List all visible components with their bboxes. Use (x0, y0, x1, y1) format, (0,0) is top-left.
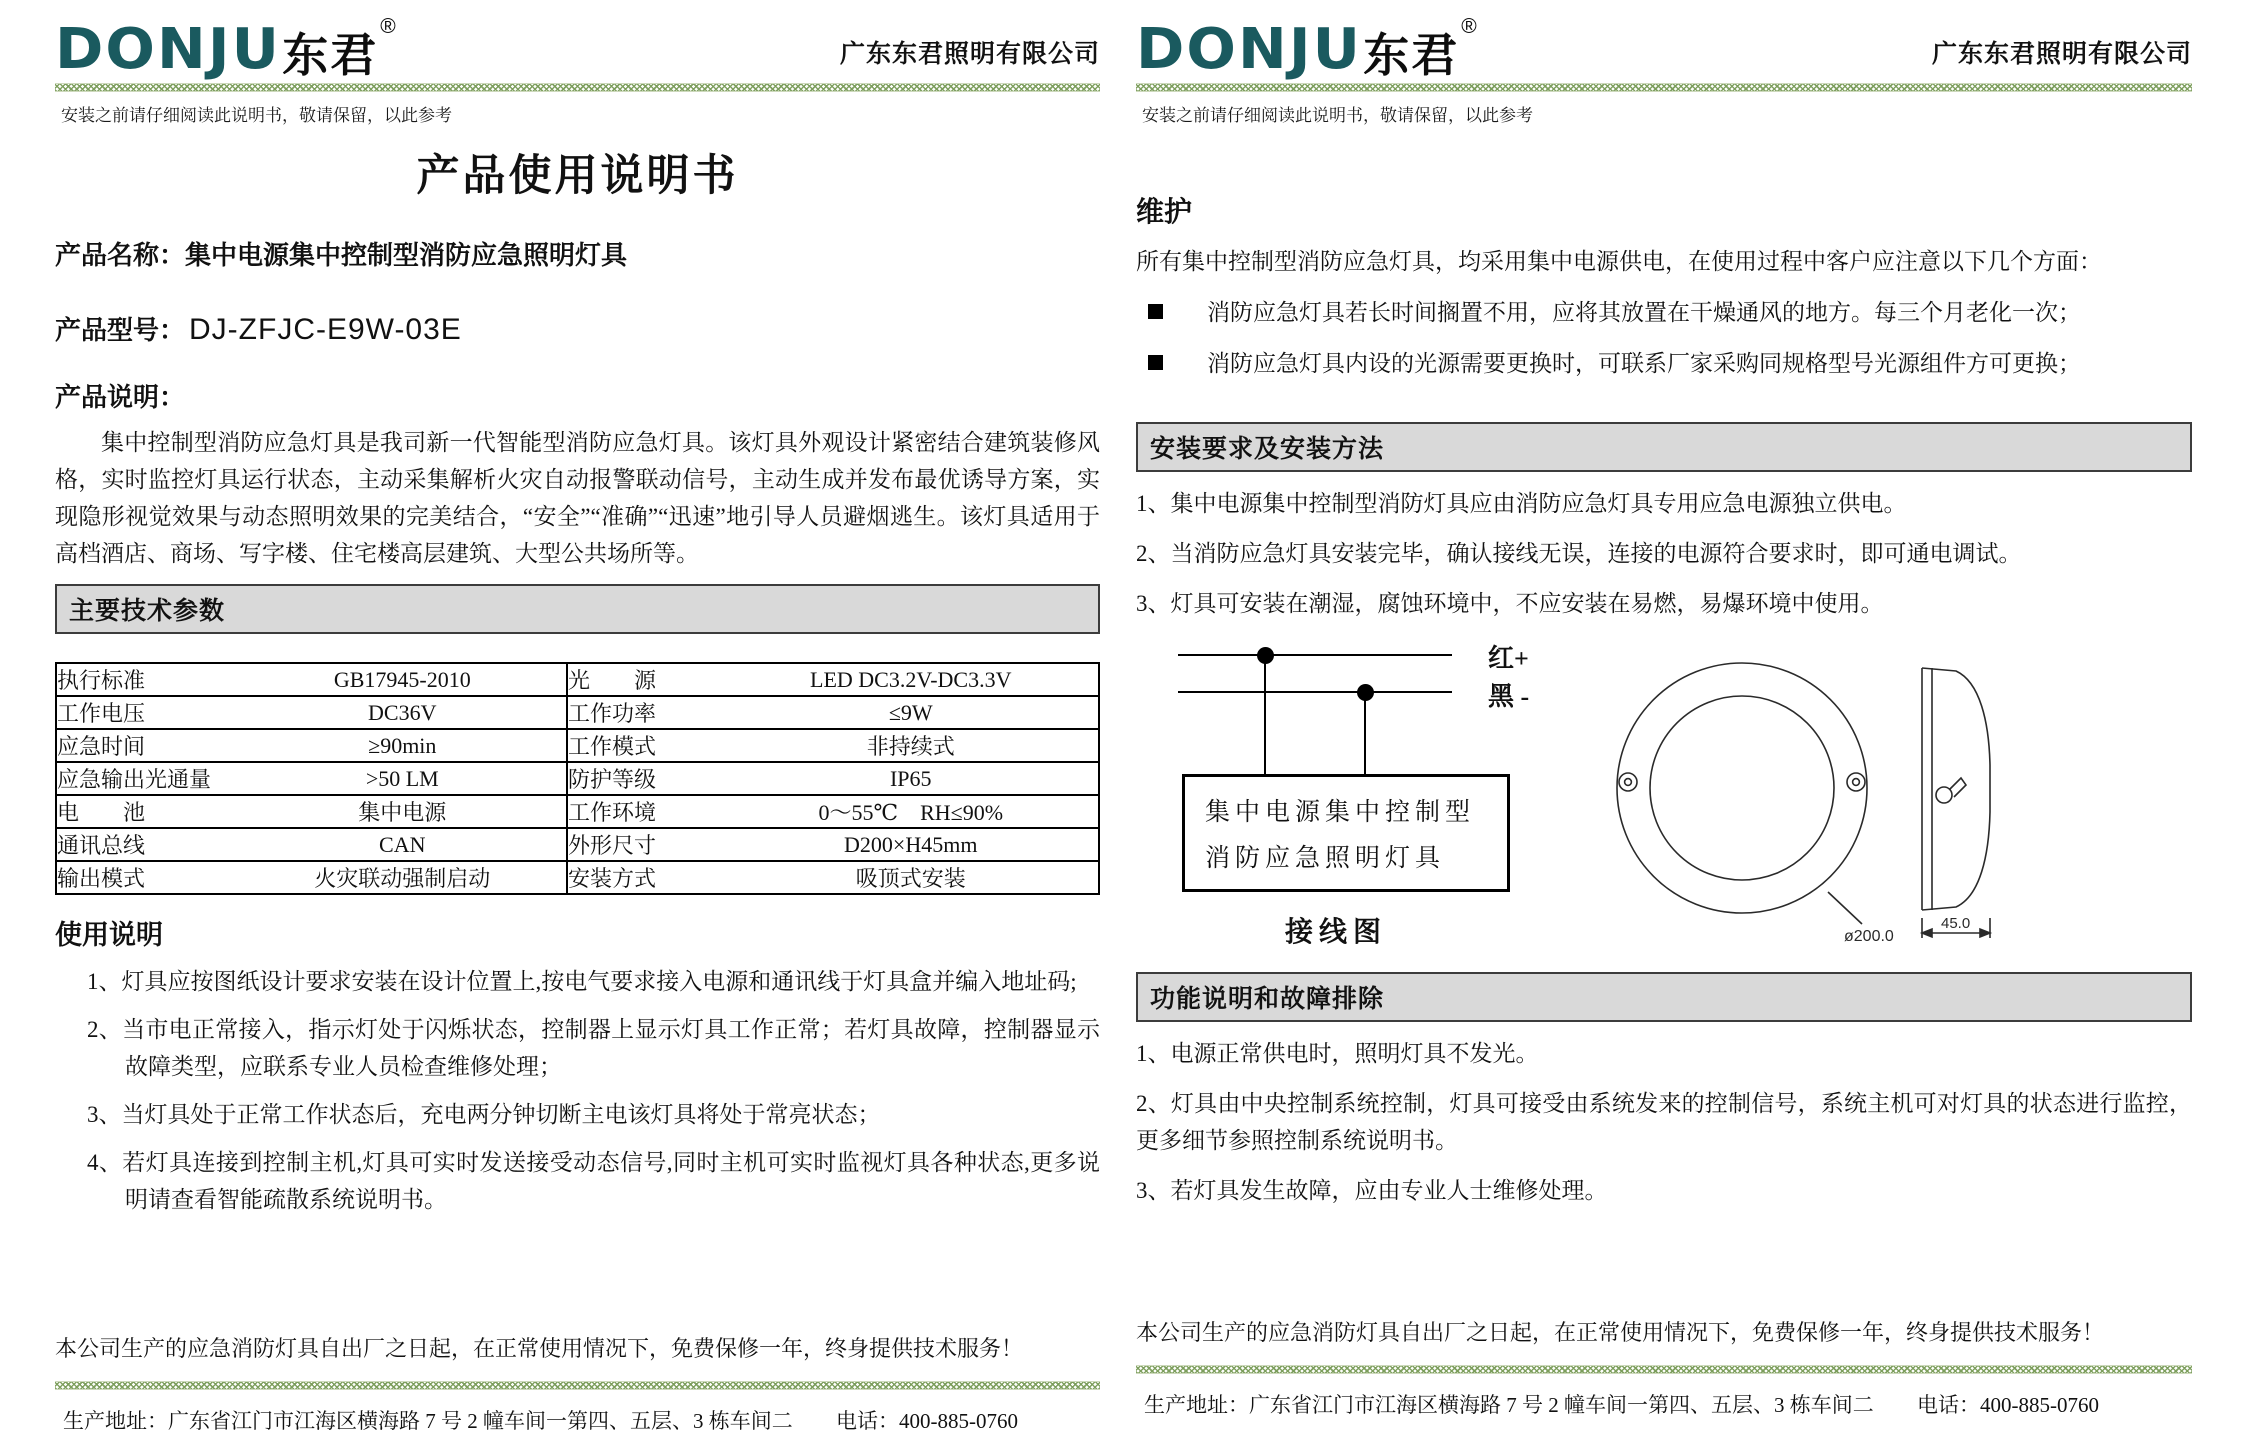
usage-list-item: 4、若灯具连接到控制主机,灯具可实时发送接受动态信号,同时主机可实时监视灯具各种状态,更多说明请查看智能疏散系统说明书。 (87, 1150, 1100, 1212)
param-label: 应急时间 (56, 729, 239, 762)
usage-list-item: 3、当灯具处于正常工作状态后，充电两分钟切断主电该灯具将处于常亮状态； (87, 1102, 881, 1127)
section-header-function: 功能说明和故障排除 (1136, 972, 2192, 1022)
read-notice-text: 安装之前请仔细阅读此说明书，敬请保留，以此参考 (1142, 106, 1533, 125)
red-wire-label: 红+ (1488, 644, 1529, 673)
table-row (56, 696, 1099, 729)
page-title: 产品使用说明书 (416, 152, 739, 200)
param-value: CAN (239, 828, 568, 861)
usage-list-item: 2、当市电正常接入，指示灯处于闪烁状态，控制器上显示灯具工作正常；若灯具故障，控制器显示故障类型，应联系专业人员检查维修处理； (87, 1017, 1100, 1079)
param-label: 防护等级 (567, 762, 723, 795)
brand-logo (55, 15, 396, 82)
table-row (56, 795, 1099, 828)
wire-drop-line (1364, 691, 1366, 774)
table-row (56, 762, 1099, 795)
device-box-line1: 集中电源集中控制型 (1205, 799, 1476, 826)
product-model-value: DJ-ZFJC-E9W-03E (189, 313, 462, 346)
function-list-item: 3、若灯具发生故障，应由专业人士维修处理。 (1136, 1178, 1608, 1203)
param-label: 电 池 (56, 795, 239, 828)
green-divider (55, 83, 1100, 92)
param-label: 通讯总线 (56, 828, 239, 861)
usage-instructions-heading: 使用说明 (55, 920, 163, 950)
factory-address-line (55, 1405, 1100, 1435)
param-label: 安装方式 (568, 866, 657, 891)
screw-hole-right (1847, 773, 1865, 791)
maintenance-bullet-item (1136, 295, 2192, 331)
brand-logo-wordmark: DONJU (55, 17, 281, 82)
param-value: 火灾联动强制启动 (239, 861, 568, 894)
brand-logo-chinese: 东君 (282, 29, 379, 81)
lamp-outer-circle (1617, 663, 1867, 913)
product-description-heading: 产品说明： (55, 382, 186, 412)
company-name: 广东东君照明有限公司 (839, 40, 1100, 68)
param-value: >50 LM (239, 762, 568, 795)
wiring-diagram (1136, 638, 2192, 960)
function-list-item: 1、电源正常供电时，照明灯具不发光。 (1136, 1041, 1539, 1066)
keyhole-slot (1936, 787, 1952, 803)
install-list-item: 2、当消防应急灯具安装完毕，确认接线无误，连接的电源符合要求时，即可通电调试。 (1136, 541, 2022, 566)
maintenance-heading: 维护 (1136, 196, 1193, 227)
registered-trademark-icon: ® (380, 15, 396, 38)
factory-address: 生产地址：广东省江门市江海区横海路 7 号 2 幢车间一第四、五层、3 栋车间二 (1144, 1393, 1874, 1417)
warranty-statement: 本公司生产的应急消防灯具自出厂之日起，在正常使用情况下，免费保修一年，终身提供技术服务！ (55, 1336, 1024, 1361)
factory-address: 生产地址：广东省江门市江海区横海路 7 号 2 幢车间一第四、五层、3 栋车间二 (63, 1409, 793, 1433)
maintenance-bullet-text: 消防应急灯具若长时间搁置不用，应将其放置在干燥通风的地方。每三个月老化一次； (1207, 300, 2081, 325)
diameter-dimension-label: ø200.0 (1844, 928, 1894, 945)
screw-hole-right-center (1853, 779, 1860, 786)
warranty-statement: 本公司生产的应急消防灯具自出厂之日起，在正常使用情况下，免费保修一年，终身提供技术服务！ (1136, 1320, 2105, 1345)
param-value: ≥90min (239, 729, 568, 762)
function-list-item: 2、灯具由中央控制系统控制，灯具可接受由系统发来的控制信号，系统主机可对灯具的状态进行监控，更多细节参照控制系统说明书。 (1136, 1091, 2192, 1153)
page-header (1136, 14, 2192, 82)
param-value: 集中电源 (239, 795, 568, 828)
manual-page-left (55, 14, 1100, 1433)
square-bullet-icon (1148, 304, 1163, 319)
section-header-tech-params: 主要技术参数 (55, 584, 1100, 634)
black-wire-line (1178, 691, 1452, 693)
registered-trademark-icon: ® (1461, 15, 1477, 38)
company-name: 广东东君照明有限公司 (1931, 40, 2192, 68)
param-value: ≤9W (723, 696, 1099, 729)
wire-drop-line (1264, 654, 1266, 774)
param-value: GB17945-2010 (239, 663, 568, 696)
black-wire-label: 黑 - (1488, 682, 1530, 711)
product-model-label: 产品型号： (55, 315, 186, 345)
lamp-inner-circle (1650, 696, 1834, 880)
section-header-installation: 安装要求及安装方法 (1136, 422, 2192, 472)
green-divider (1136, 1365, 2192, 1374)
page-header (55, 14, 1100, 82)
brand-logo-wordmark: DONJU (1136, 17, 1362, 82)
service-phone: 电话：400-885-0760 (1917, 1393, 2099, 1417)
device-box (1182, 774, 1510, 892)
service-phone: 电话：400-885-0760 (836, 1409, 1018, 1433)
param-label: 外形尺寸 (567, 828, 723, 861)
brand-logo-chinese: 东君 (1363, 29, 1460, 81)
maintenance-intro-text: 所有集中控制型消防应急灯具，均采用集中电源供电，在使用过程中客户应注意以下几个方面： (1136, 249, 2102, 274)
product-description-text: 集中控制型消防应急灯具是我司新一代智能型消防应急灯具。该灯具外观设计紧密结合建筑装修风格，实时监控灯具运行状态，主动采集解析火灾自动报警联动信号，主动生成并发布最优诱导方案，实现隐形视觉效果与动态照明效果的完美结合，“安全”“准确”“迅速”地引导人员避烟逃生。该灯具适用于高档酒店、商场、写字楼、住宅楼高层建筑、大型公共场所等。 (55, 430, 1100, 566)
install-list-item: 3、灯具可安装在潮湿，腐蚀环境中，不应安装在易燃，易爆环境中使用。 (1136, 591, 1884, 616)
manual-page-right (1136, 14, 2192, 1417)
param-label: 工作环境 (567, 795, 723, 828)
device-box-line2: 消防应急照明灯具 (1205, 845, 1446, 872)
red-wire-line (1178, 654, 1452, 656)
read-notice-text: 安装之前请仔细阅读此说明书，敬请保留，以此参考 (61, 106, 452, 125)
param-value: IP65 (723, 762, 1099, 795)
param-label: 工作功率 (567, 696, 723, 729)
table-row (56, 663, 1099, 696)
green-divider (55, 1381, 1100, 1390)
table-row (56, 861, 1099, 894)
tech-params-table (55, 662, 1100, 895)
param-value: DC36V (239, 696, 568, 729)
table-row (56, 729, 1099, 762)
screw-hole-left (1619, 773, 1637, 791)
install-list-item: 1、集中电源集中控制型消防灯具应由消防应急灯具专用应急电源独立供电。 (1136, 491, 1907, 516)
product-model-line (55, 310, 1100, 347)
screw-hole-left-center (1625, 779, 1632, 786)
param-value: 0～55℃ RH≤90% (723, 795, 1099, 828)
param-value: D200×H45mm (723, 828, 1099, 861)
green-divider (1136, 83, 2192, 92)
page-footer (55, 1332, 1100, 1435)
maintenance-bullet-item (1136, 346, 2192, 382)
param-value: LED DC3.2V-DC3.3V (723, 663, 1099, 696)
brand-logo (1136, 15, 1477, 82)
height-dimension-label: 45.0 (1941, 915, 1971, 932)
param-value: 非持续式 (723, 729, 1099, 762)
param-label: 输出模式 (57, 866, 146, 891)
factory-address-line (1136, 1389, 2192, 1419)
product-name-line: 产品名称：集中电源集中控制型消防应急照明灯具 (55, 240, 628, 270)
param-label: 工作电压 (56, 696, 239, 729)
diameter-leader-line (1828, 892, 1862, 924)
param-label: 执行标准 (56, 663, 239, 696)
wiring-diagram-caption: 接线图 (1284, 917, 1387, 948)
table-row (56, 828, 1099, 861)
square-bullet-icon (1148, 355, 1163, 370)
param-label: 工作模式 (567, 729, 723, 762)
maintenance-bullet-text: 消防应急灯具内设的光源需要更换时，可联系厂家采购同规格型号光源组件方可更换； (1207, 351, 2081, 376)
page-footer (1136, 1316, 2192, 1419)
usage-list-item: 1、灯具应按图纸设计要求安装在设计位置上,按电气要求接入电源和通讯线于灯具盒并编入地址码; (87, 969, 1077, 994)
param-label: 应急输出光通量 (56, 762, 239, 795)
param-value: 吸顶式安装 (855, 866, 966, 891)
param-label: 光 源 (567, 663, 723, 696)
lamp-dimension-drawing (1604, 640, 2004, 958)
